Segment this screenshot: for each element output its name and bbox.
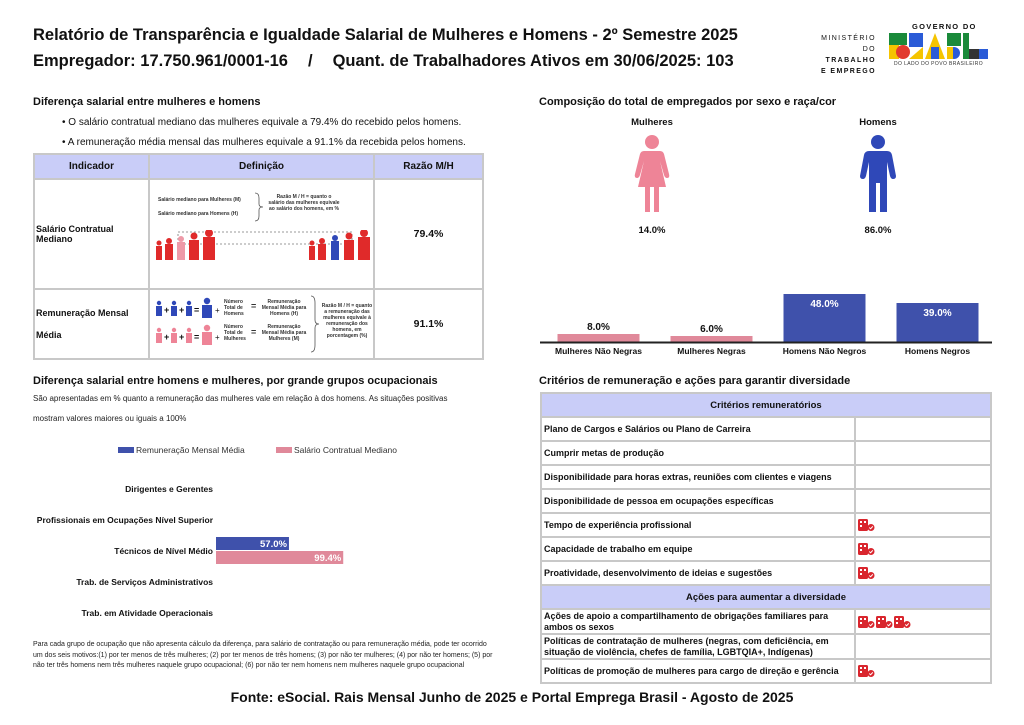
legend-item-remuneration [118,445,245,455]
occupational-title: Diferença salarial entre homens e mulheres, por grande grupos ocupacionais [33,375,438,387]
occupation-label: Trab. de Serviços Administrativos [76,577,213,587]
def-men-median: Salário mediano para Homens (H) [158,211,239,217]
criteria-label: Proatividade, desenvolvimento de ideias e sugestões [541,561,855,585]
occupation-bar-value: 99.4% [314,553,342,564]
def-total-men: Número Total de Homens [224,299,244,317]
criteria-row [541,634,991,659]
woman-figure-icon [632,134,672,214]
criteria-icons-cell [855,561,991,585]
ministry-line-2: TRABALHO [825,57,876,64]
man-figure-icon [858,134,898,214]
bar-0 [558,334,640,342]
header-definition: Definição [149,154,374,179]
composition-bar-chart [540,285,992,360]
bar-value-label: 48.0% [810,299,839,310]
bullet-median-salary: • O salário contratual mediano das mulheres equivale a 79.4% do recebido pelos homens. [62,117,462,128]
employer-info [33,52,734,71]
def-avg-men: Remuneração Mensal Média para Homens (H) [261,299,307,317]
criteria-icons-cell [855,513,991,537]
indicator-line-1: Remuneração Mensal [36,308,129,318]
def-ratio-explanation: Razão M / H = quanto a remuneração das mulheres equivale à remuneração dos homens, em porcentagem (%) [321,303,373,339]
criteria-label: Disponibilidade de pessoa em ocupações específicas [541,489,855,513]
svg-text:+: + [164,305,170,315]
criteria-row [541,513,991,537]
criteria-icons-cell [855,634,991,659]
category-label: Mulheres Negras [677,346,746,356]
table-header-row [34,154,483,179]
description-line-1: São apresentadas em % quanto a remuneração das mulheres vale em relação à dos homens. As situações positivas [33,394,448,403]
occupation-label: Dirigentes e Gerentes [125,484,213,494]
criteria-label: Disponibilidade para horas extras, reuniões com clientes e viagens [541,465,855,489]
svg-text:+: + [179,332,185,342]
section-header-row [541,585,991,609]
category-label: Homens Não Negros [782,346,867,356]
definition-avg-remuneration [149,289,374,359]
description-line-2: mostram valores maiores ou iguais a 100% [33,414,187,423]
svg-text:+: + [215,333,220,342]
occupation-bar-value: 57.0% [260,539,287,550]
criteria-row [541,489,991,513]
svg-text:=: = [194,305,200,315]
equals-sign-women: = [251,327,257,337]
gov-slogan: DO LADO DO POVO BRASILEIRO [894,61,984,67]
brace-icon [254,192,264,222]
category-label: Mulheres Não Negras [555,346,642,356]
legend-label: Salário Contratual Mediano [294,445,398,455]
table-row [34,289,483,359]
criteria-icons-cell [855,465,991,489]
svg-text:+: + [179,305,185,315]
header-indicator: Indicador [34,154,149,179]
definition-median-salary [149,179,374,289]
criteria-row [541,417,991,441]
legend-item-salary [276,445,397,455]
ministry-line-3: E EMPREGO [821,68,876,75]
criteria-table [540,392,992,684]
legend-swatch-blue [118,447,134,453]
active-workers: Quant. de Trabalhadores Ativos em 30/06/2025: 103 [332,52,734,70]
section-header: Ações para aumentar a diversidade [541,585,991,609]
def-women-median: Salário mediano para Mulheres (M) [158,197,241,203]
criteria-title: Critérios de remuneração e ações para garantir diversidade [539,375,851,387]
bar-value-label: 6.0% [700,324,723,335]
criteria-label: Políticas de promoção de mulheres para cargo de direção e gerência [541,659,855,683]
occupation-label: Profissionais em Ocupações Nível Superior [36,515,213,525]
criteria-icons-cell [855,489,991,513]
criteria-row [541,441,991,465]
def-avg-women: Remuneração Mensal Média para Mulheres (M) [261,324,307,342]
criteria-icons-cell [855,417,991,441]
criteria-label: Políticas de contratação de mulheres (negras, com deficiência, em situação de violência, chefes de família, LGBTQIA+, Indígenas) [541,634,855,659]
criteria-icons-cell [855,537,991,561]
company-check-icon [858,665,875,677]
gov-logo-top-text: GOVERNO DO [912,22,977,31]
criteria-row [541,465,991,489]
men-label: Homens [859,117,897,128]
indicator-line-2: Média [36,330,62,340]
svg-text:+: + [164,332,170,342]
separator: / [308,52,313,70]
indicator-median-salary: Salário Contratual Mediano [34,179,149,289]
women-label: Mulheres [631,117,673,128]
header-ratio: Razão M/H [374,154,483,179]
def-total-women: Número Total de Mulheres [224,324,246,342]
legend-swatch-pink [276,447,292,453]
ministry-line-1: MINISTÉRIO DO [821,35,876,53]
indicator-avg-remuneration [34,289,149,359]
company-check-icon [858,519,875,531]
occupation-label: Trab. em Atividade Operacionais [81,608,213,618]
people-median-illustration [154,230,374,266]
people-sum-illustration [154,297,224,349]
company-check-icon [876,616,893,628]
criteria-icons-cell [855,609,991,634]
company-check-icon [894,616,911,628]
employer-id: Empregador: 17.750.961/0001-16 [33,52,288,70]
bar-1 [671,336,753,342]
composition-title: Composição do total de empregados por sexo e raça/cor [539,96,837,108]
criteria-icons-cell [855,659,991,683]
company-check-icon [858,543,875,555]
table-row [34,179,483,289]
bullet-avg-remuneration: • A remuneração média mensal das mulheres equivale a 91.1% da recebida pelos homens. [62,137,466,148]
salary-gap-title: Diferença salarial entre mulheres e homens [33,96,261,108]
occupational-description [33,389,503,429]
criteria-label: Plano de Cargos e Salários ou Plano de Carreira [541,417,855,441]
company-check-icon [858,567,875,579]
criteria-row [541,609,991,634]
def-ratio-explanation: Razão M / H = quanto o salário das mulheres equivale ao salário dos homens, em % [268,194,340,212]
ministry-logo [808,33,876,77]
criteria-row [541,537,991,561]
brace-icon [310,295,320,353]
equals-sign-men: = [251,301,257,311]
criteria-row [541,561,991,585]
source-footer: Fonte: eSocial. Rais Mensal Junho de 2025 e Portal Emprega Brasil - Agosto de 2025 [230,689,794,705]
women-percentage: 14.0% [638,225,666,236]
occupational-bar-chart [216,470,486,630]
criteria-label: Ações de apoio a compartilhamento de obrigações familiares para ambos os sexos [541,609,855,634]
occupation-label: Técnicos de Nível Médio [114,546,213,556]
bar-value-label: 39.0% [923,308,952,319]
legend-label: Remuneração Mensal Média [136,445,245,455]
ratio-median-salary: 79.4% [374,179,483,289]
criteria-label: Capacidade de trabalho em equipe [541,537,855,561]
svg-text:=: = [194,332,200,342]
criteria-label: Tempo de experiência profissional [541,513,855,537]
bar-value-label: 8.0% [587,322,610,333]
occupational-note: Para cada grupo de ocupação que não apresenta cálculo da diferença, para salário de contratação ou para remuneração média, pode ter ocorrido um dos seis motivos:(1) por ter menos de três mulheres; (2) por ter menos de três homens; (3) por não ter mulheres; (4) por não ter homens; (5) por não ter três homens nem três mulheres naquele grupo ocupacional; (6) por não ter nem homens nem mulheres naquele grupo ocupacional [33,641,493,669]
criteria-row [541,659,991,683]
criteria-label: Cumprir metas de produção [541,441,855,465]
report-title: Relatório de Transparência e Igualdade Salarial de Mulheres e Homens - 2º Semestre 2025 [33,26,738,44]
section-header-row [541,393,991,417]
brasil-logo-icon [889,33,988,59]
svg-text:+: + [215,306,220,315]
men-percentage: 86.0% [864,225,892,236]
criteria-icons-cell [855,441,991,465]
category-label: Homens Negros [904,346,971,356]
section-header: Critérios remuneratórios [541,393,991,417]
company-check-icon [858,616,875,628]
ratio-avg-remuneration: 91.1% [374,289,483,359]
salary-gap-table [33,153,484,360]
